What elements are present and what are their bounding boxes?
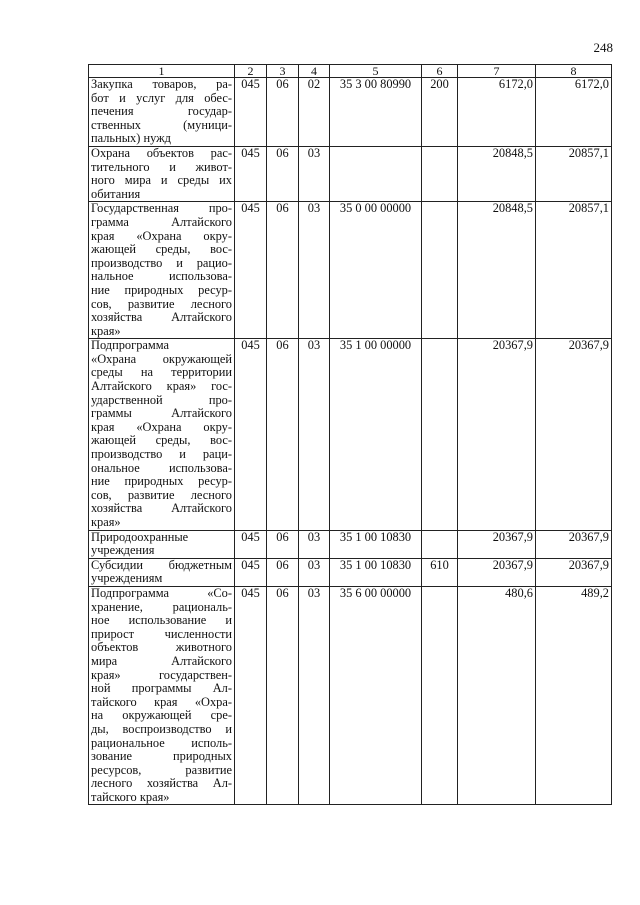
row-name-line: Закупка товаров, ра- bbox=[91, 77, 232, 91]
row-name-line: тайского края» bbox=[91, 789, 170, 804]
row-name-line: мира Алтайского bbox=[91, 653, 232, 668]
ministry-code-cell: 045 bbox=[235, 586, 267, 805]
row-name-line: сов, развитие лесного bbox=[91, 296, 232, 311]
subsection-code-cell: 03 bbox=[299, 558, 330, 586]
amount-year1-cell: 480,6 bbox=[458, 586, 536, 805]
amount-year2-cell: 20857,1 bbox=[536, 202, 612, 339]
expense-type-cell bbox=[422, 530, 458, 558]
row-name-cell bbox=[89, 339, 235, 530]
row-name-line: жающей среды, вос- bbox=[91, 433, 232, 448]
ministry-code-cell: 045 bbox=[235, 78, 267, 147]
row-name-line: Алтайского края» гос- bbox=[91, 379, 232, 394]
row-name-cell bbox=[89, 78, 235, 147]
column-header: 6 bbox=[422, 65, 458, 78]
budget-table bbox=[88, 64, 612, 805]
row-name-line: обитания bbox=[91, 186, 141, 201]
target-article-cell: 35 1 00 00000 bbox=[330, 339, 422, 530]
row-name-line: лесного хозяйства Ал- bbox=[91, 776, 232, 791]
column-header: 7 bbox=[458, 65, 536, 78]
row-name-line: производство и рацио- bbox=[91, 255, 232, 270]
section-code-cell: 06 bbox=[267, 558, 299, 586]
amount-year2-cell: 20857,1 bbox=[536, 146, 612, 201]
table-row bbox=[89, 146, 612, 201]
row-name-line: ресурсов, развитие bbox=[91, 762, 232, 777]
row-name-line: объектов животного bbox=[91, 640, 232, 655]
row-name-line: бот и услуг для обес- bbox=[91, 90, 232, 105]
row-name-line: учреждения bbox=[91, 543, 155, 558]
section-code-cell: 06 bbox=[267, 339, 299, 530]
row-name-line: сов, развитие лесного bbox=[91, 487, 232, 502]
subsection-code-cell: 03 bbox=[299, 339, 330, 530]
row-name-cell bbox=[89, 530, 235, 558]
amount-year1-cell: 20848,5 bbox=[458, 146, 536, 201]
section-code-cell: 06 bbox=[267, 530, 299, 558]
section-code-cell: 06 bbox=[267, 586, 299, 805]
section-code-cell: 06 bbox=[267, 78, 299, 147]
row-name-cell bbox=[89, 558, 235, 586]
amount-year2-cell: 6172,0 bbox=[536, 78, 612, 147]
amount-year1-cell: 20367,9 bbox=[458, 339, 536, 530]
ministry-code-cell: 045 bbox=[235, 558, 267, 586]
row-name-line: Природоохранные bbox=[91, 529, 189, 544]
section-code-cell: 06 bbox=[267, 202, 299, 339]
row-name-line: края «Охрана окру- bbox=[91, 228, 232, 243]
row-name-line: Подпрограмма bbox=[91, 338, 169, 353]
row-name-line: нальное использова- bbox=[91, 269, 232, 284]
target-article-cell: 35 3 00 80990 bbox=[330, 78, 422, 147]
row-name-line: производство и раци- bbox=[91, 447, 232, 462]
amount-year1-cell: 20848,5 bbox=[458, 202, 536, 339]
amount-year1-cell: 20367,9 bbox=[458, 530, 536, 558]
ministry-code-cell: 045 bbox=[235, 146, 267, 201]
target-article-cell bbox=[330, 146, 422, 201]
ministry-code-cell: 045 bbox=[235, 339, 267, 530]
row-name-line: жающей среды, вос- bbox=[91, 242, 232, 257]
row-name-line: хозяйства Алтайского bbox=[91, 310, 232, 325]
row-name-line: Охрана объектов рас- bbox=[91, 145, 232, 160]
row-name-line: ональное использова- bbox=[91, 460, 232, 475]
table-row bbox=[89, 586, 612, 805]
table-row bbox=[89, 78, 612, 147]
amount-year1-cell: 20367,9 bbox=[458, 558, 536, 586]
row-name-line: ное использование и bbox=[91, 613, 232, 628]
row-name-line: края» bbox=[91, 323, 121, 338]
expense-type-cell: 200 bbox=[422, 78, 458, 147]
target-article-cell: 35 0 00 00000 bbox=[330, 202, 422, 339]
expense-type-cell bbox=[422, 202, 458, 339]
expense-type-cell bbox=[422, 586, 458, 805]
row-name-line: рациональное исполь- bbox=[91, 735, 232, 750]
row-name-line: края» государствен- bbox=[91, 667, 232, 682]
row-name-line: «Охрана окружающей bbox=[91, 351, 232, 366]
expense-type-cell: 610 bbox=[422, 558, 458, 586]
target-article-cell: 35 1 00 10830 bbox=[330, 558, 422, 586]
row-name-line: на окружающей сре- bbox=[91, 708, 232, 723]
row-name-line: учреждениям bbox=[91, 571, 163, 586]
amount-year2-cell: 489,2 bbox=[536, 586, 612, 805]
row-name-cell bbox=[89, 202, 235, 339]
section-code-cell: 06 bbox=[267, 146, 299, 201]
row-name-line: хранение, рациональ- bbox=[91, 599, 232, 614]
table-row bbox=[89, 339, 612, 530]
row-name-line: ды, воспроизводство и bbox=[91, 721, 232, 736]
target-article-cell: 35 1 00 10830 bbox=[330, 530, 422, 558]
row-name-line: ние природных ресур- bbox=[91, 282, 232, 297]
column-header: 4 bbox=[299, 65, 330, 78]
target-article-cell: 35 6 00 00000 bbox=[330, 586, 422, 805]
row-name-line: среды на территории bbox=[91, 365, 232, 380]
row-name-line: тайского края «Охра- bbox=[91, 694, 232, 709]
row-name-line: ственных (муници- bbox=[91, 117, 232, 132]
row-name-line: прирост численности bbox=[91, 626, 232, 641]
amount-year1-cell: 6172,0 bbox=[458, 78, 536, 147]
row-name-line: Государственная про- bbox=[91, 201, 232, 216]
row-name-line: пальных) нужд bbox=[91, 131, 171, 146]
amount-year2-cell: 20367,9 bbox=[536, 339, 612, 530]
row-name-line: ного мира и среды их bbox=[91, 173, 232, 188]
row-name-line: ние природных ресур- bbox=[91, 474, 232, 489]
page-number: 248 bbox=[593, 40, 613, 55]
expense-type-cell bbox=[422, 339, 458, 530]
amount-year2-cell: 20367,9 bbox=[536, 558, 612, 586]
subsection-code-cell: 03 bbox=[299, 202, 330, 339]
row-name-line: хозяйства Алтайского bbox=[91, 501, 232, 516]
subsection-code-cell: 03 bbox=[299, 586, 330, 805]
ministry-code-cell: 045 bbox=[235, 202, 267, 339]
row-name-cell bbox=[89, 586, 235, 805]
row-name-line: ударственной про- bbox=[91, 392, 232, 407]
row-name-line: тительного и живот- bbox=[91, 159, 232, 174]
row-name-line: Подпрограмма «Со- bbox=[91, 585, 232, 600]
row-name-line: края «Охрана окру- bbox=[91, 419, 232, 434]
column-header: 3 bbox=[267, 65, 299, 78]
ministry-code-cell: 045 bbox=[235, 530, 267, 558]
table-row bbox=[89, 530, 612, 558]
column-header: 5 bbox=[330, 65, 422, 78]
row-name-line: грамма Алтайского bbox=[91, 214, 232, 229]
subsection-code-cell: 02 bbox=[299, 78, 330, 147]
amount-year2-cell: 20367,9 bbox=[536, 530, 612, 558]
row-name-line: ной программы Ал- bbox=[91, 681, 232, 696]
subsection-code-cell: 03 bbox=[299, 146, 330, 201]
expense-type-cell bbox=[422, 146, 458, 201]
row-name-line: зование природных bbox=[91, 749, 232, 764]
table-header-row bbox=[89, 65, 612, 78]
column-header: 8 bbox=[536, 65, 612, 78]
row-name-line: края» bbox=[91, 515, 121, 529]
subsection-code-cell: 03 bbox=[299, 530, 330, 558]
table-row bbox=[89, 202, 612, 339]
table-row bbox=[89, 558, 612, 586]
row-name-line: Субсидии бюджетным bbox=[91, 557, 232, 572]
column-header: 2 bbox=[235, 65, 267, 78]
row-name-line: печения государ- bbox=[91, 104, 232, 119]
column-header: 1 bbox=[89, 65, 235, 78]
row-name-cell bbox=[89, 146, 235, 201]
row-name-line: граммы Алтайского bbox=[91, 406, 232, 421]
